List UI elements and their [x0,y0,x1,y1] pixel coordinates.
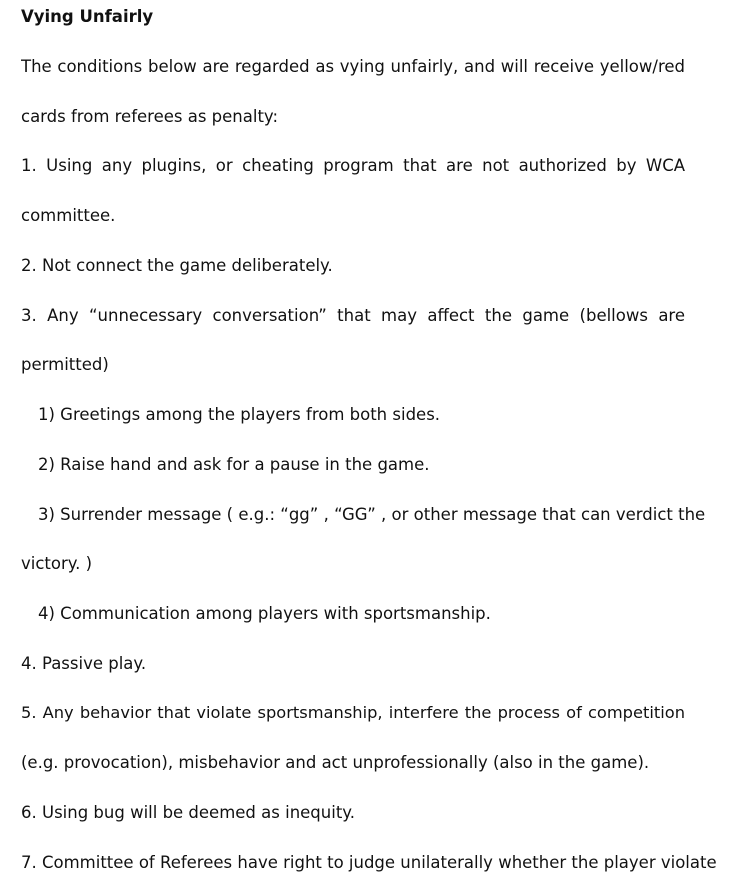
paragraph-line: The conditions below are regarded as vying unfairly, and will receive yellow/red [21,57,685,76]
sub-item-3-continued: victory. ) [21,554,93,573]
rule-item-2: 2. Not connect the game deliberately. [21,256,333,275]
rule-item-5-continued: (e.g. provocation), misbehavior and act unprofessionally (also in the game). [21,753,650,772]
paragraph-line: cards from referees as penalty: [21,107,279,126]
rule-item-7: 7. Committee of Referees have right to judge unilaterally whether the player violate [21,853,717,872]
rule-item-6: 6. Using bug will be deemed as inequity. [21,803,355,822]
rule-item-1-continued: committee. [21,206,116,225]
rule-item-3-continued: permitted) [21,355,109,374]
sub-item-1: 1) Greetings among the players from both sides. [38,405,441,424]
rule-item-3: 3. Any “unnecessary conversation” that may affect the game (bellows are [21,306,685,325]
rule-item-5: 5. Any behavior that violate sportsmanship, interfere the process of competition [21,703,685,722]
document-title: Vying Unfairly [21,7,154,26]
sub-item-4: 4) Communication among players with sportsmanship. [38,604,491,623]
rule-item-4: 4. Passive play. [21,654,147,673]
sub-item-3: 3) Surrender message ( e.g.: “gg” , “GG” , or other message that can verdict the [38,505,706,524]
rule-item-1: 1. Using any plugins, or cheating program that are not authorized by WCA [21,156,685,175]
sub-item-2: 2) Raise hand and ask for a pause in the game. [38,455,430,474]
